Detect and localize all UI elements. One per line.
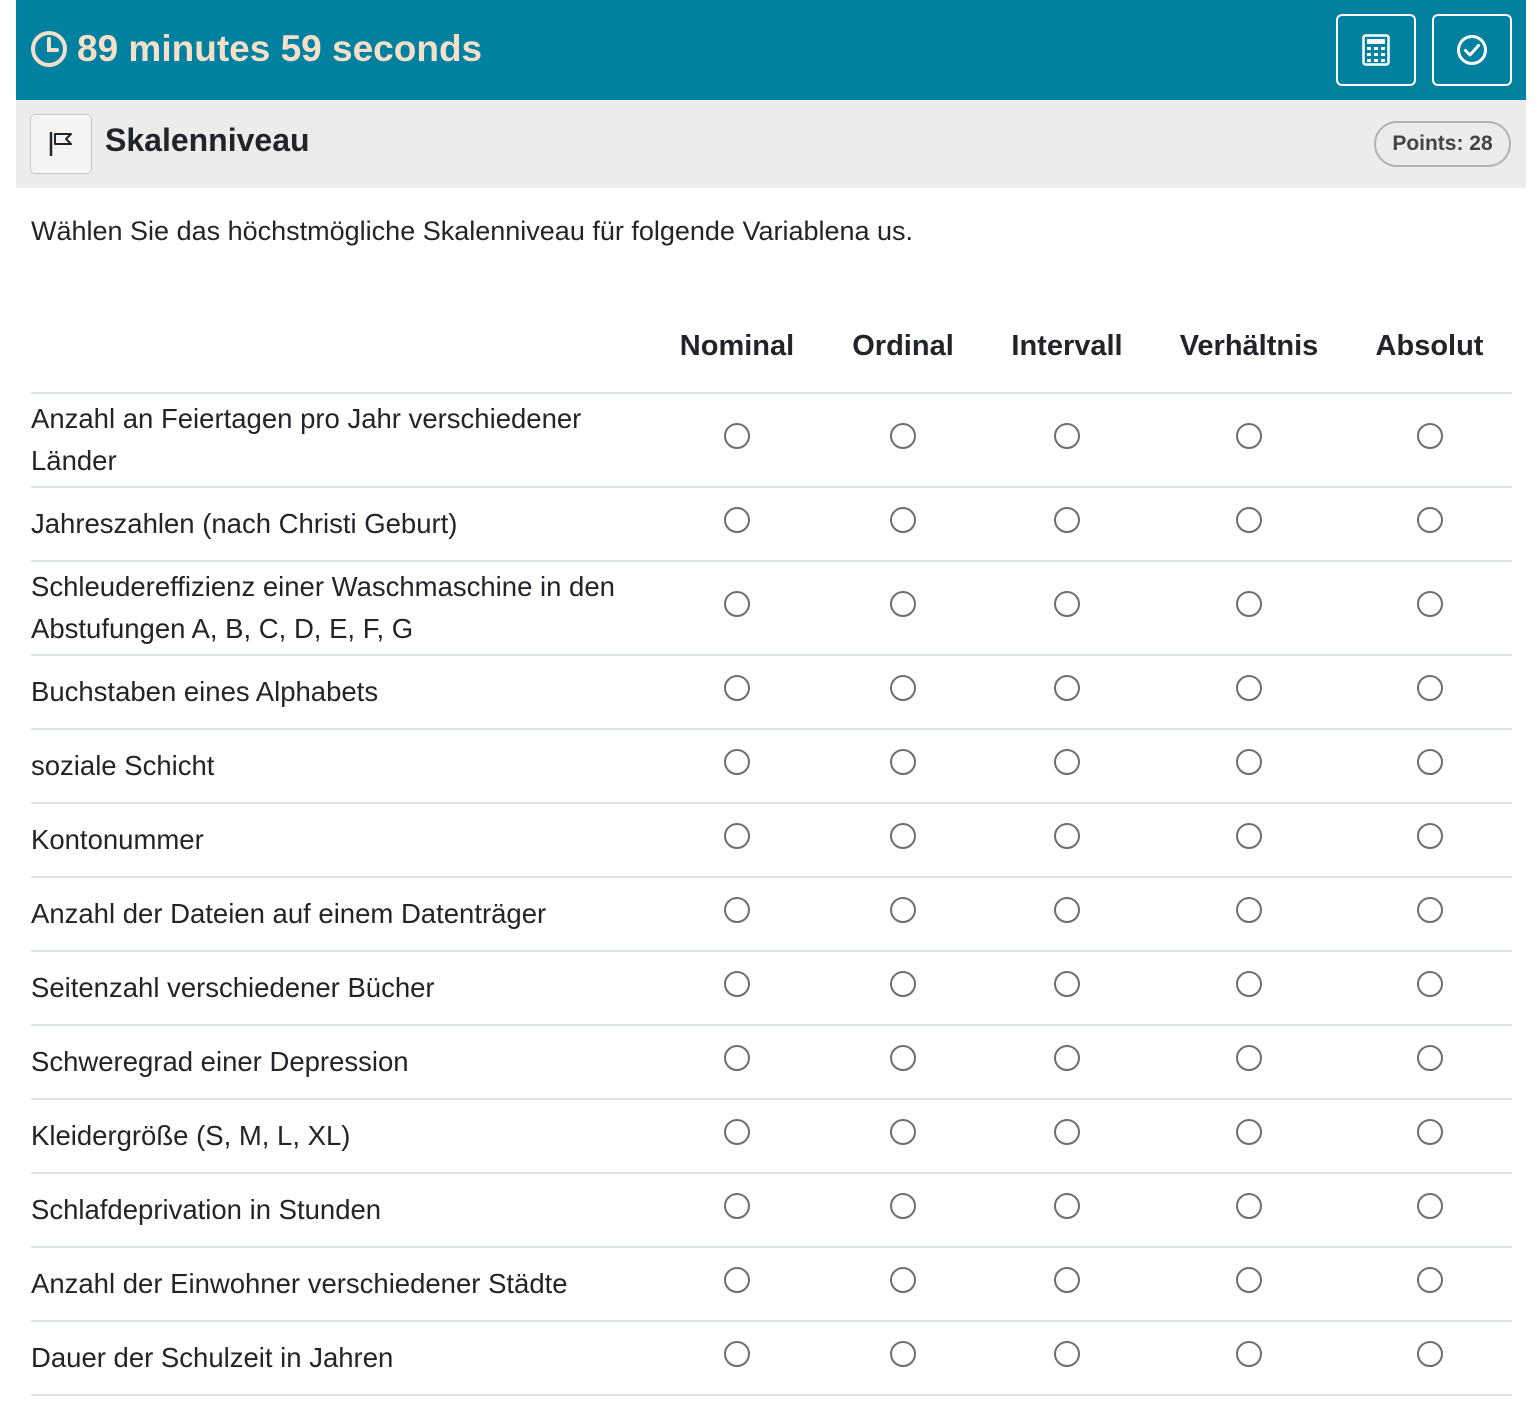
question-instruction: Wählen Sie das höchstmögliche Skalenniveau für folgende Variablena us. (31, 216, 914, 246)
column-header-ordinal: Ordinal (823, 300, 983, 393)
option-cell-intervall (983, 1321, 1151, 1395)
radio-ordinal[interactable] (890, 507, 916, 533)
option-cell-verhaeltnis (1151, 487, 1347, 561)
column-header-intervall: Intervall (983, 300, 1151, 393)
matrix-row (31, 951, 1512, 1025)
radio-absolut[interactable] (1417, 1341, 1443, 1367)
option-cell-nominal (651, 729, 823, 803)
answer-matrix (31, 300, 1512, 1396)
option-cell-absolut (1347, 803, 1512, 877)
row-label: Anzahl der Einwohner verschiedener Städte (31, 1247, 651, 1321)
radio-absolut[interactable] (1417, 507, 1443, 533)
radio-verhaeltnis[interactable] (1236, 423, 1262, 449)
option-cell-nominal (651, 1247, 823, 1321)
radio-ordinal[interactable] (890, 591, 916, 617)
radio-nominal[interactable] (724, 675, 750, 701)
option-cell-ordinal (823, 1173, 983, 1247)
option-cell-absolut (1347, 729, 1512, 803)
radio-nominal[interactable] (724, 507, 750, 533)
option-cell-verhaeltnis (1151, 1025, 1347, 1099)
flag-question-button[interactable] (30, 114, 92, 174)
radio-intervall[interactable] (1054, 971, 1080, 997)
timer-text: 89 minutes 59 seconds (77, 28, 483, 69)
row-label: Dauer der Schulzeit in Jahren (31, 1321, 651, 1395)
radio-intervall[interactable] (1054, 423, 1080, 449)
option-cell-verhaeltnis (1151, 877, 1347, 951)
option-cell-nominal (651, 803, 823, 877)
timer (30, 24, 482, 74)
row-label: Buchstaben eines Alphabets (31, 655, 651, 729)
option-cell-verhaeltnis (1151, 1099, 1347, 1173)
option-cell-nominal (651, 1173, 823, 1247)
radio-nominal[interactable] (724, 897, 750, 923)
radio-intervall[interactable] (1054, 823, 1080, 849)
option-cell-intervall (983, 1099, 1151, 1173)
option-cell-intervall (983, 487, 1151, 561)
radio-verhaeltnis[interactable] (1236, 1119, 1262, 1145)
option-cell-ordinal (823, 1025, 983, 1099)
matrix-row (31, 561, 1512, 655)
option-cell-ordinal (823, 393, 983, 487)
radio-verhaeltnis[interactable] (1236, 1267, 1262, 1293)
option-cell-ordinal (823, 1321, 983, 1395)
radio-ordinal[interactable] (890, 423, 916, 449)
calculator-button[interactable] (1336, 14, 1416, 86)
row-label: Kontonummer (31, 803, 651, 877)
matrix-row (31, 803, 1512, 877)
radio-intervall[interactable] (1054, 897, 1080, 923)
option-cell-intervall (983, 561, 1151, 655)
option-cell-intervall (983, 877, 1151, 951)
matrix-row (31, 877, 1512, 951)
radio-intervall[interactable] (1054, 1341, 1080, 1367)
option-cell-ordinal (823, 951, 983, 1025)
option-cell-nominal (651, 487, 823, 561)
radio-nominal[interactable] (724, 423, 750, 449)
option-cell-nominal (651, 1099, 823, 1173)
radio-ordinal[interactable] (890, 823, 916, 849)
radio-ordinal[interactable] (890, 1267, 916, 1293)
matrix-corner (31, 300, 651, 393)
option-cell-verhaeltnis (1151, 1247, 1347, 1321)
radio-absolut[interactable] (1417, 1193, 1443, 1219)
option-cell-intervall (983, 729, 1151, 803)
radio-verhaeltnis[interactable] (1236, 1341, 1262, 1367)
radio-ordinal[interactable] (890, 675, 916, 701)
option-cell-absolut (1347, 487, 1512, 561)
matrix-row (31, 1247, 1512, 1321)
radio-intervall[interactable] (1054, 1045, 1080, 1071)
matrix-row (31, 1173, 1512, 1247)
radio-intervall[interactable] (1054, 1193, 1080, 1219)
check-circle-icon (1456, 34, 1488, 66)
radio-intervall[interactable] (1054, 749, 1080, 775)
option-cell-absolut (1347, 951, 1512, 1025)
radio-intervall[interactable] (1054, 1267, 1080, 1293)
radio-intervall[interactable] (1054, 1119, 1080, 1145)
submit-button[interactable] (1432, 14, 1512, 86)
option-cell-verhaeltnis (1151, 729, 1347, 803)
option-cell-verhaeltnis (1151, 655, 1347, 729)
matrix-row (31, 655, 1512, 729)
option-cell-intervall (983, 1025, 1151, 1099)
radio-intervall[interactable] (1054, 675, 1080, 701)
radio-verhaeltnis[interactable] (1236, 1045, 1262, 1071)
option-cell-nominal (651, 393, 823, 487)
radio-absolut[interactable] (1417, 591, 1443, 617)
option-cell-ordinal (823, 729, 983, 803)
option-cell-verhaeltnis (1151, 561, 1347, 655)
option-cell-absolut (1347, 1173, 1512, 1247)
option-cell-intervall (983, 803, 1151, 877)
radio-verhaeltnis[interactable] (1236, 749, 1262, 775)
radio-verhaeltnis[interactable] (1236, 897, 1262, 923)
option-cell-ordinal (823, 1099, 983, 1173)
top-bar (16, 0, 1526, 100)
option-cell-ordinal (823, 655, 983, 729)
option-cell-verhaeltnis (1151, 1321, 1347, 1395)
option-cell-nominal (651, 1025, 823, 1099)
column-header-verhaeltnis: Verhältnis (1151, 300, 1347, 393)
option-cell-absolut (1347, 1099, 1512, 1173)
column-header-nominal: Nominal (651, 300, 823, 393)
radio-ordinal[interactable] (890, 1119, 916, 1145)
radio-absolut[interactable] (1417, 1045, 1443, 1071)
radio-verhaeltnis[interactable] (1236, 823, 1262, 849)
matrix-row (31, 1099, 1512, 1173)
row-label: Schlafdeprivation in Stunden (31, 1173, 651, 1247)
option-cell-absolut (1347, 877, 1512, 951)
question-header (16, 100, 1526, 188)
flag-icon (47, 130, 75, 158)
option-cell-intervall (983, 1173, 1151, 1247)
radio-absolut[interactable] (1417, 1267, 1443, 1293)
radio-ordinal[interactable] (890, 1341, 916, 1367)
radio-verhaeltnis[interactable] (1236, 507, 1262, 533)
radio-verhaeltnis[interactable] (1236, 1193, 1262, 1219)
option-cell-absolut (1347, 1321, 1512, 1395)
row-label: soziale Schicht (31, 729, 651, 803)
radio-ordinal[interactable] (890, 749, 916, 775)
option-cell-verhaeltnis (1151, 1173, 1347, 1247)
column-header-absolut: Absolut (1347, 300, 1512, 393)
radio-nominal[interactable] (724, 749, 750, 775)
row-label: Jahreszahlen (nach Christi Geburt) (31, 487, 651, 561)
matrix-header-row (31, 300, 1512, 393)
option-cell-nominal (651, 951, 823, 1025)
radio-absolut[interactable] (1417, 1119, 1443, 1145)
option-cell-verhaeltnis (1151, 803, 1347, 877)
option-cell-absolut (1347, 561, 1512, 655)
matrix-row (31, 729, 1512, 803)
radio-nominal[interactable] (724, 1119, 750, 1145)
option-cell-ordinal (823, 803, 983, 877)
option-cell-verhaeltnis (1151, 951, 1347, 1025)
radio-absolut[interactable] (1417, 897, 1443, 923)
option-cell-verhaeltnis (1151, 393, 1347, 487)
option-cell-ordinal (823, 487, 983, 561)
points-badge: Points: 28 (1374, 121, 1511, 167)
radio-absolut[interactable] (1417, 749, 1443, 775)
option-cell-ordinal (823, 877, 983, 951)
radio-ordinal[interactable] (890, 897, 916, 923)
radio-absolut[interactable] (1417, 423, 1443, 449)
row-label: Schweregrad einer Depression (31, 1025, 651, 1099)
radio-nominal[interactable] (724, 1341, 750, 1367)
option-cell-nominal (651, 1321, 823, 1395)
option-cell-nominal (651, 877, 823, 951)
radio-nominal[interactable] (724, 591, 750, 617)
option-cell-nominal (651, 561, 823, 655)
matrix-row (31, 393, 1512, 487)
option-cell-ordinal (823, 1247, 983, 1321)
row-label: Anzahl der Dateien auf einem Datenträger (31, 877, 651, 951)
row-label: Seitenzahl verschiedener Bücher (31, 951, 651, 1025)
matrix-row (31, 1321, 1512, 1395)
option-cell-absolut (1347, 1025, 1512, 1099)
option-cell-intervall (983, 951, 1151, 1025)
option-cell-intervall (983, 655, 1151, 729)
row-label: Kleidergröße (S, M, L, XL) (31, 1099, 651, 1173)
radio-absolut[interactable] (1417, 823, 1443, 849)
radio-verhaeltnis[interactable] (1236, 675, 1262, 701)
option-cell-intervall (983, 393, 1151, 487)
radio-nominal[interactable] (724, 1045, 750, 1071)
matrix-row (31, 1025, 1512, 1099)
question-title: Skalenniveau (105, 122, 310, 158)
row-label: Anzahl an Feiertagen pro Jahr verschiedener Länder (31, 393, 651, 487)
option-cell-intervall (983, 1247, 1151, 1321)
matrix-row (31, 487, 1512, 561)
radio-ordinal[interactable] (890, 1045, 916, 1071)
radio-absolut[interactable] (1417, 675, 1443, 701)
option-cell-ordinal (823, 561, 983, 655)
calculator-icon (1362, 34, 1390, 66)
radio-intervall[interactable] (1054, 507, 1080, 533)
radio-ordinal[interactable] (890, 971, 916, 997)
radio-verhaeltnis[interactable] (1236, 591, 1262, 617)
option-cell-absolut (1347, 1247, 1512, 1321)
radio-nominal[interactable] (724, 1193, 750, 1219)
radio-intervall[interactable] (1054, 591, 1080, 617)
radio-nominal[interactable] (724, 971, 750, 997)
radio-ordinal[interactable] (890, 1193, 916, 1219)
row-label: Schleudereffizienz einer Waschmaschine in den Abstufungen A, B, C, D, E, F, G (31, 561, 651, 655)
radio-nominal[interactable] (724, 823, 750, 849)
radio-verhaeltnis[interactable] (1236, 971, 1262, 997)
option-cell-nominal (651, 655, 823, 729)
option-cell-absolut (1347, 655, 1512, 729)
clock-icon (30, 30, 68, 68)
radio-absolut[interactable] (1417, 971, 1443, 997)
option-cell-absolut (1347, 393, 1512, 487)
radio-nominal[interactable] (724, 1267, 750, 1293)
